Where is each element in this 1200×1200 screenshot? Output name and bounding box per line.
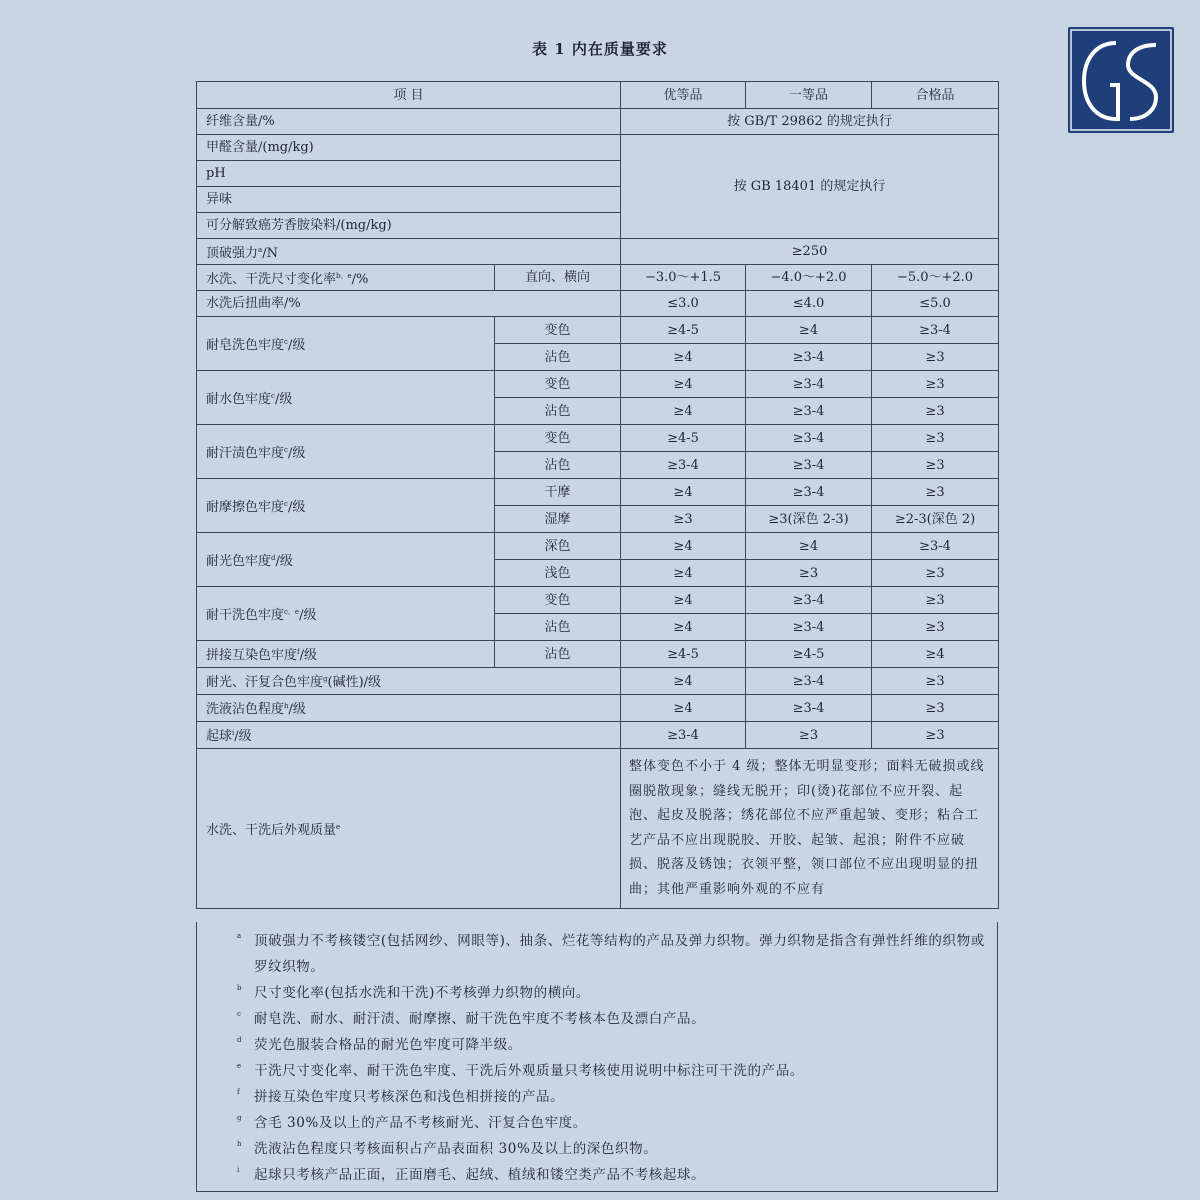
cell-value: ≥3-4: [872, 317, 999, 344]
row-sublabel: 浅色: [495, 560, 621, 587]
row-label: pH: [197, 161, 621, 187]
cell-value: ≥3: [872, 614, 999, 641]
cell-value: ≥4: [746, 533, 872, 560]
cell-value: ≥4-5: [621, 317, 746, 344]
cell-value: ≥4: [872, 641, 999, 668]
cell-value: −4.0～+2.0: [746, 265, 872, 291]
cell-value: ≥3-4: [746, 425, 872, 452]
cell-value: −5.0～+2.0: [872, 265, 999, 291]
cell-value: ≤3.0: [621, 291, 746, 317]
table-title: 表 1 内在质量要求: [532, 40, 668, 58]
cell-value: ≥4: [621, 560, 746, 587]
row-sublabel: 深色: [495, 533, 621, 560]
cell-value: ≥3: [872, 344, 999, 371]
cell-value: ≥4: [746, 317, 872, 344]
row-sublabel: 直向、横向: [495, 265, 621, 291]
cell-value: ≥3: [872, 722, 999, 749]
header-grade-superior: 优等品: [621, 82, 746, 109]
cell-value: ≥3-4: [746, 452, 872, 479]
table-row: [197, 587, 999, 614]
footnote: c 耐皂洗、耐水、耐汗渍、耐摩擦、耐干洗色牢度不考核本色及漂白产品。: [237, 1010, 706, 1027]
cell-value: ≥4: [621, 371, 746, 398]
cell-value: ≥250: [621, 239, 999, 265]
table-row: [197, 533, 999, 560]
row-label: 水洗、干洗尺寸变化率$^{b、e}$/%: [197, 265, 495, 291]
row-label: 异味: [197, 187, 621, 213]
row-sublabel: 沾色: [495, 398, 621, 425]
row-label: 水洗后扭曲率/%: [197, 291, 621, 317]
cell-value: ≥3: [746, 560, 872, 587]
table-row: [197, 371, 999, 398]
row-sublabel: 变色: [495, 371, 621, 398]
cell-value: ≥3(深色 2-3): [746, 506, 872, 533]
table-row: [197, 135, 999, 161]
appearance-requirement: 整体变色不小于 4 级；整体无明显变形；面料无破损或线圈脱散现象；缝线无脱开；印(烫)花部位不应开裂、起泡、起皮及脱落；绣花部位不应严重起皱、变形；粘合工艺产品不应出现脱胶、开胶、起皱、起浪；附件不应破损、脱落及锈蚀；衣领平整，领口部位不应出现明显的扭曲；其他严重影响外观的不应有: [621, 749, 999, 909]
table-footnotes: [196, 922, 998, 1192]
table-row: [197, 479, 999, 506]
cell-value: ≥4: [621, 398, 746, 425]
cell-value: ≥3-4: [746, 371, 872, 398]
row-label: 耐光、汗复合色牢度$^g$(碱性)/级: [197, 668, 621, 695]
row-sublabel: 沾色: [495, 614, 621, 641]
cell-value: ≥4: [621, 533, 746, 560]
cell-value: ≥4: [621, 587, 746, 614]
table-row: [197, 749, 999, 909]
footnote: h 洗液沾色程度只考核面积占产品表面积 30%及以上的深色织物。: [237, 1140, 658, 1157]
header-grade-qualified: 合格品: [872, 82, 999, 109]
cell-value: ≥3-4: [746, 398, 872, 425]
cell-value: ≥4-5: [621, 641, 746, 668]
cell-value: ≥3-4: [746, 479, 872, 506]
cell-value: ≥3: [872, 695, 999, 722]
footnote: d 荧光色服装合格品的耐光色牢度可降半级。: [237, 1036, 522, 1053]
row-sublabel: 干摩: [495, 479, 621, 506]
row-label: 耐光色牢度$^d$/级: [197, 533, 495, 587]
cell-value: ≥4: [621, 614, 746, 641]
row-label: 起球$^i$/级: [197, 722, 621, 749]
row-sublabel: 沾色: [495, 344, 621, 371]
cell-value: ≥3-4: [746, 614, 872, 641]
table-row: [197, 239, 999, 265]
row-label: 甲醛含量/(mg/kg): [197, 135, 621, 161]
row-label: 水洗、干洗后外观质量$^e$: [197, 749, 621, 909]
cell-value: ≥3: [872, 371, 999, 398]
row-label: 洗液沾色程度$^h$/级: [197, 695, 621, 722]
quality-requirements-table: [196, 81, 999, 909]
cell-value: −3.0～+1.5: [621, 265, 746, 291]
cell-value: ≥3: [872, 560, 999, 587]
row-sublabel: 变色: [495, 317, 621, 344]
row-label: 耐摩擦色牢度$^c$/级: [197, 479, 495, 533]
cell-value: ≥3-4: [621, 722, 746, 749]
row-label: 耐干洗色牢度$^{c、e}$/级: [197, 587, 495, 641]
row-label: 顶破强力$^a$/N: [197, 239, 621, 265]
footnote: e 干洗尺寸变化率、耐干洗色牢度、干洗后外观质量只考核使用说明中标注可干洗的产品。: [237, 1062, 804, 1079]
table-row: [197, 722, 999, 749]
footnote: i 起球只考核产品正面，正面磨毛、起绒、植绒和镂空类产品不考核起球。: [237, 1166, 706, 1183]
cell-value: ≥3: [872, 479, 999, 506]
cell-value: ≥3-4: [621, 452, 746, 479]
table-header-row: [197, 82, 999, 109]
cell-value: ≥3: [872, 452, 999, 479]
footnote: f 拼接互染色牢度只考核深色和浅色相拼接的产品。: [237, 1088, 565, 1105]
row-sublabel: 湿摩: [495, 506, 621, 533]
cell-value: ≥3: [746, 722, 872, 749]
cell-value: ≥3: [872, 668, 999, 695]
row-label: 耐汗渍色牢度$^c$/级: [197, 425, 495, 479]
table-row: [197, 109, 999, 135]
row-sublabel: 沾色: [495, 641, 621, 668]
table-row: [197, 641, 999, 668]
row-sublabel: 沾色: [495, 452, 621, 479]
cell-value: ≥3-4: [746, 587, 872, 614]
cell-value: ≥3: [872, 425, 999, 452]
row-label: 可分解致癌芳香胺染料/(mg/kg): [197, 213, 621, 239]
table-row: [197, 695, 999, 722]
cell-value: ≥3-4: [746, 695, 872, 722]
cell-value: ≥3-4: [746, 668, 872, 695]
row-label: 纤维含量/%: [197, 109, 621, 135]
row-label: 耐皂洗色牢度$^c$/级: [197, 317, 495, 371]
footnote: b 尺寸变化率(包括水洗和干洗)不考核弹力织物的横向。: [237, 984, 591, 1001]
table-row: [197, 668, 999, 695]
row-sublabel: 变色: [495, 425, 621, 452]
cell-value: ≥3-4: [746, 344, 872, 371]
header-item: 项 目: [197, 82, 621, 109]
cell-value: ≥2-3(深色 2): [872, 506, 999, 533]
footnote: g 含毛 30%及以上的产品不考核耐光、汗复合色牢度。: [237, 1114, 587, 1131]
cell-value: ≥4-5: [746, 641, 872, 668]
cell-value: ≥4: [621, 479, 746, 506]
cell-value: ≥3: [872, 398, 999, 425]
table-row: [197, 291, 999, 317]
table-row: [197, 265, 999, 291]
cell-value: ≥4: [621, 695, 746, 722]
cell-value: ≤4.0: [746, 291, 872, 317]
cell-value: ≥3: [872, 587, 999, 614]
table-row: [197, 317, 999, 344]
cell-value: 按 GB/T 29862 的规定执行: [621, 109, 999, 135]
cell-value: ≥4-5: [621, 425, 746, 452]
row-label: 拼接互染色牢度$^f$/级: [197, 641, 495, 668]
cell-value: ≥4: [621, 344, 746, 371]
cell-value: ≥3-4: [872, 533, 999, 560]
row-label: 耐水色牢度$^c$/级: [197, 371, 495, 425]
cell-value: ≥4: [621, 668, 746, 695]
cell-value: ≥3: [621, 506, 746, 533]
row-sublabel: 变色: [495, 587, 621, 614]
cell-value: 按 GB 18401 的规定执行: [621, 135, 999, 239]
footnote: a 顶破强力不考核镂空(包括网纱、网眼等)、抽条、烂花等结构的产品及弹力织物。弹力织物是指含有弹性纤维的织物或罗纹织物。: [237, 932, 985, 975]
table-row: [197, 425, 999, 452]
header-grade-first: 一等品: [746, 82, 872, 109]
cell-value: ≤5.0: [872, 291, 999, 317]
